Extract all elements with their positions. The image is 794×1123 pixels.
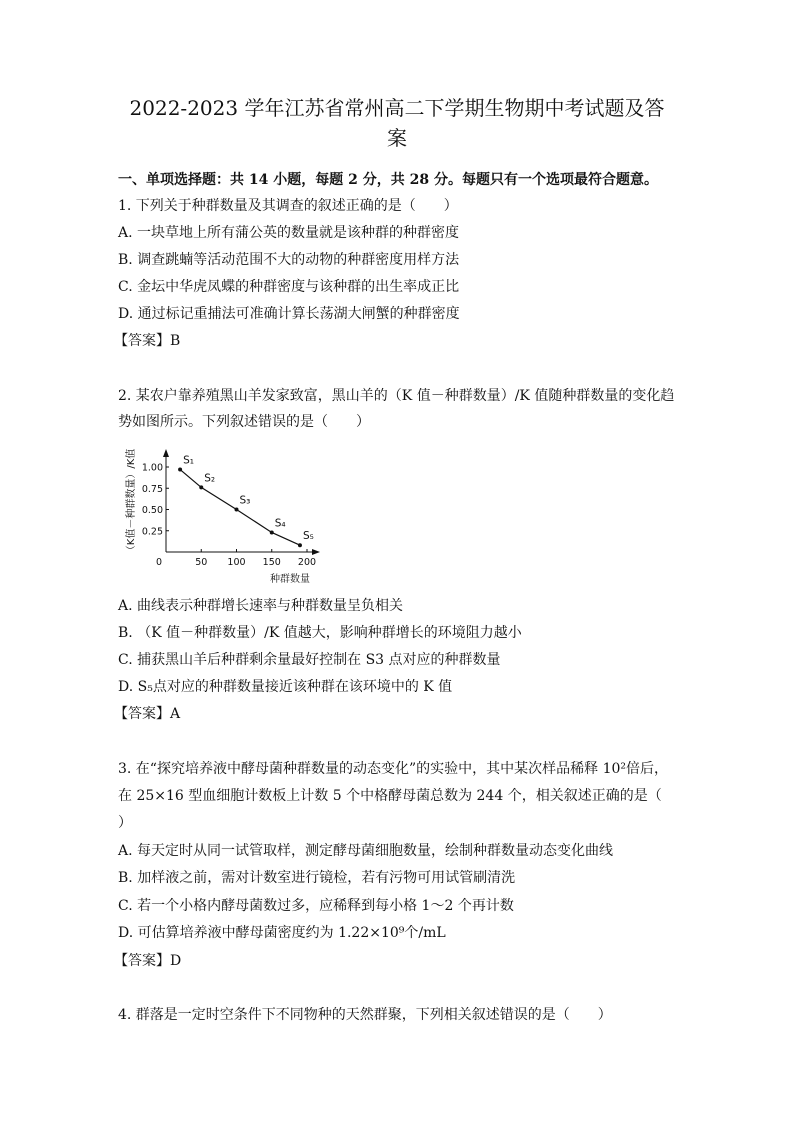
series-line bbox=[180, 470, 300, 546]
point-label: S₂ bbox=[204, 472, 216, 485]
point-label: S₁ bbox=[183, 454, 194, 467]
data-point bbox=[270, 530, 274, 534]
data-point bbox=[178, 468, 182, 472]
y-axis-title: （K值－种群数量）/K值 bbox=[126, 448, 137, 556]
question-stem: 4. 群落是一定时空条件下不同物种的天然群聚，下列相关叙述错误的是（ ） bbox=[118, 1007, 612, 1023]
y-axis-arrow bbox=[163, 449, 169, 457]
y-tick-label: 0.50 bbox=[141, 505, 163, 516]
question-stem: 1. 下列关于种群数量及其调查的叙述正确的是（ ） bbox=[118, 198, 458, 214]
x-axis-arrow bbox=[312, 549, 320, 555]
option-d: D. S₅点对应的种群数量接近该种群在该环境中的 K 值 bbox=[118, 679, 453, 695]
document-title-line-2: 案 bbox=[387, 126, 407, 150]
option-d: D. 通过标记重捕法可准确计算长荡湖大闸蟹的种群密度 bbox=[118, 306, 460, 322]
option-c: C. 若一个小格内酵母菌数过多，应稀释到每小格 1～2 个再计数 bbox=[118, 898, 514, 914]
data-point bbox=[199, 485, 203, 489]
option-c: C. 金坛中华虎凤蝶的种群密度与该种群的出生率成正比 bbox=[118, 279, 460, 295]
x-axis-title: 种群数量 bbox=[270, 574, 310, 585]
data-point bbox=[298, 543, 302, 547]
answer: 【答案】B bbox=[114, 333, 181, 349]
option-b: B. 调查跳蝻等活动范围不大的动物的种群密度用样方法 bbox=[118, 252, 460, 268]
y-tick-label: 1.00 bbox=[141, 462, 163, 474]
y-tick-label: 0.25 bbox=[141, 526, 163, 538]
option-a: A. 每天定时从同一试管取样，测定酵母菌细胞数量，绘制种群数量动态变化曲线 bbox=[118, 843, 614, 859]
point-label: S₄ bbox=[274, 517, 286, 530]
option-d: D. 可估算培养液中酵母菌密度约为 1.22×10⁹个/mL bbox=[118, 925, 446, 941]
option-a: A. 曲线表示种群增长速率与种群数量呈负相关 bbox=[118, 598, 404, 614]
x-tick-label: 150 bbox=[262, 557, 281, 568]
y-tick-label: 0.75 bbox=[141, 483, 163, 495]
option-c: C. 捕获黑山羊后种群剩余量最好控制在 S3 点对应的种群数量 bbox=[118, 652, 501, 668]
question-stem-continued: 在 25×16 型血细胞计数板上计数 5 个中格酵母菌总数为 244 个，相关叙述正确的是（ bbox=[118, 788, 662, 804]
document-title-line-1: 2022-2023 学年江苏省常州高二下学期生物期中考试题及答 bbox=[129, 96, 665, 120]
question-stem: 3. 在“探究培养液中酵母菌种群数量的动态变化”的实验中，其中某次样品稀释 10²倍后， bbox=[118, 761, 668, 777]
population-ratio-chart bbox=[120, 440, 330, 592]
answer: 【答案】A bbox=[114, 706, 181, 722]
x-tick-label-origin: 0 bbox=[155, 557, 162, 568]
option-b: B. 加样液之前，需对计数室进行镜检，若有污物可用试管刷清洗 bbox=[118, 870, 516, 886]
answer: 【答案】D bbox=[114, 953, 182, 969]
question-stem-continued: ） bbox=[118, 815, 132, 831]
question-stem: 2. 某农户靠养殖黑山羊发家致富，黑山羊的（K 值－种群数量）/K 值随种群数量的变化趋 bbox=[118, 388, 675, 404]
point-label: S₅ bbox=[302, 530, 314, 543]
question-stem-continued: 势如图所示。下列叙述错误的是（ ） bbox=[118, 414, 370, 430]
section-heading: 一、单项选择题：共 14 小题，每题 2 分，共 28 分。每题只有一个选项最符合题意。 bbox=[118, 172, 658, 188]
point-label: S₃ bbox=[239, 494, 251, 507]
option-b: B. （K 值－种群数量）/K 值越大，影响种群增长的环境阻力越小 bbox=[118, 625, 522, 641]
x-tick-label: 200 bbox=[297, 557, 317, 568]
x-tick-label: 50 bbox=[195, 557, 208, 568]
x-tick-label: 100 bbox=[227, 557, 246, 568]
option-a: A. 一块草地上所有蒲公英的数量就是该种群的种群密度 bbox=[118, 225, 460, 241]
data-point bbox=[235, 508, 239, 512]
